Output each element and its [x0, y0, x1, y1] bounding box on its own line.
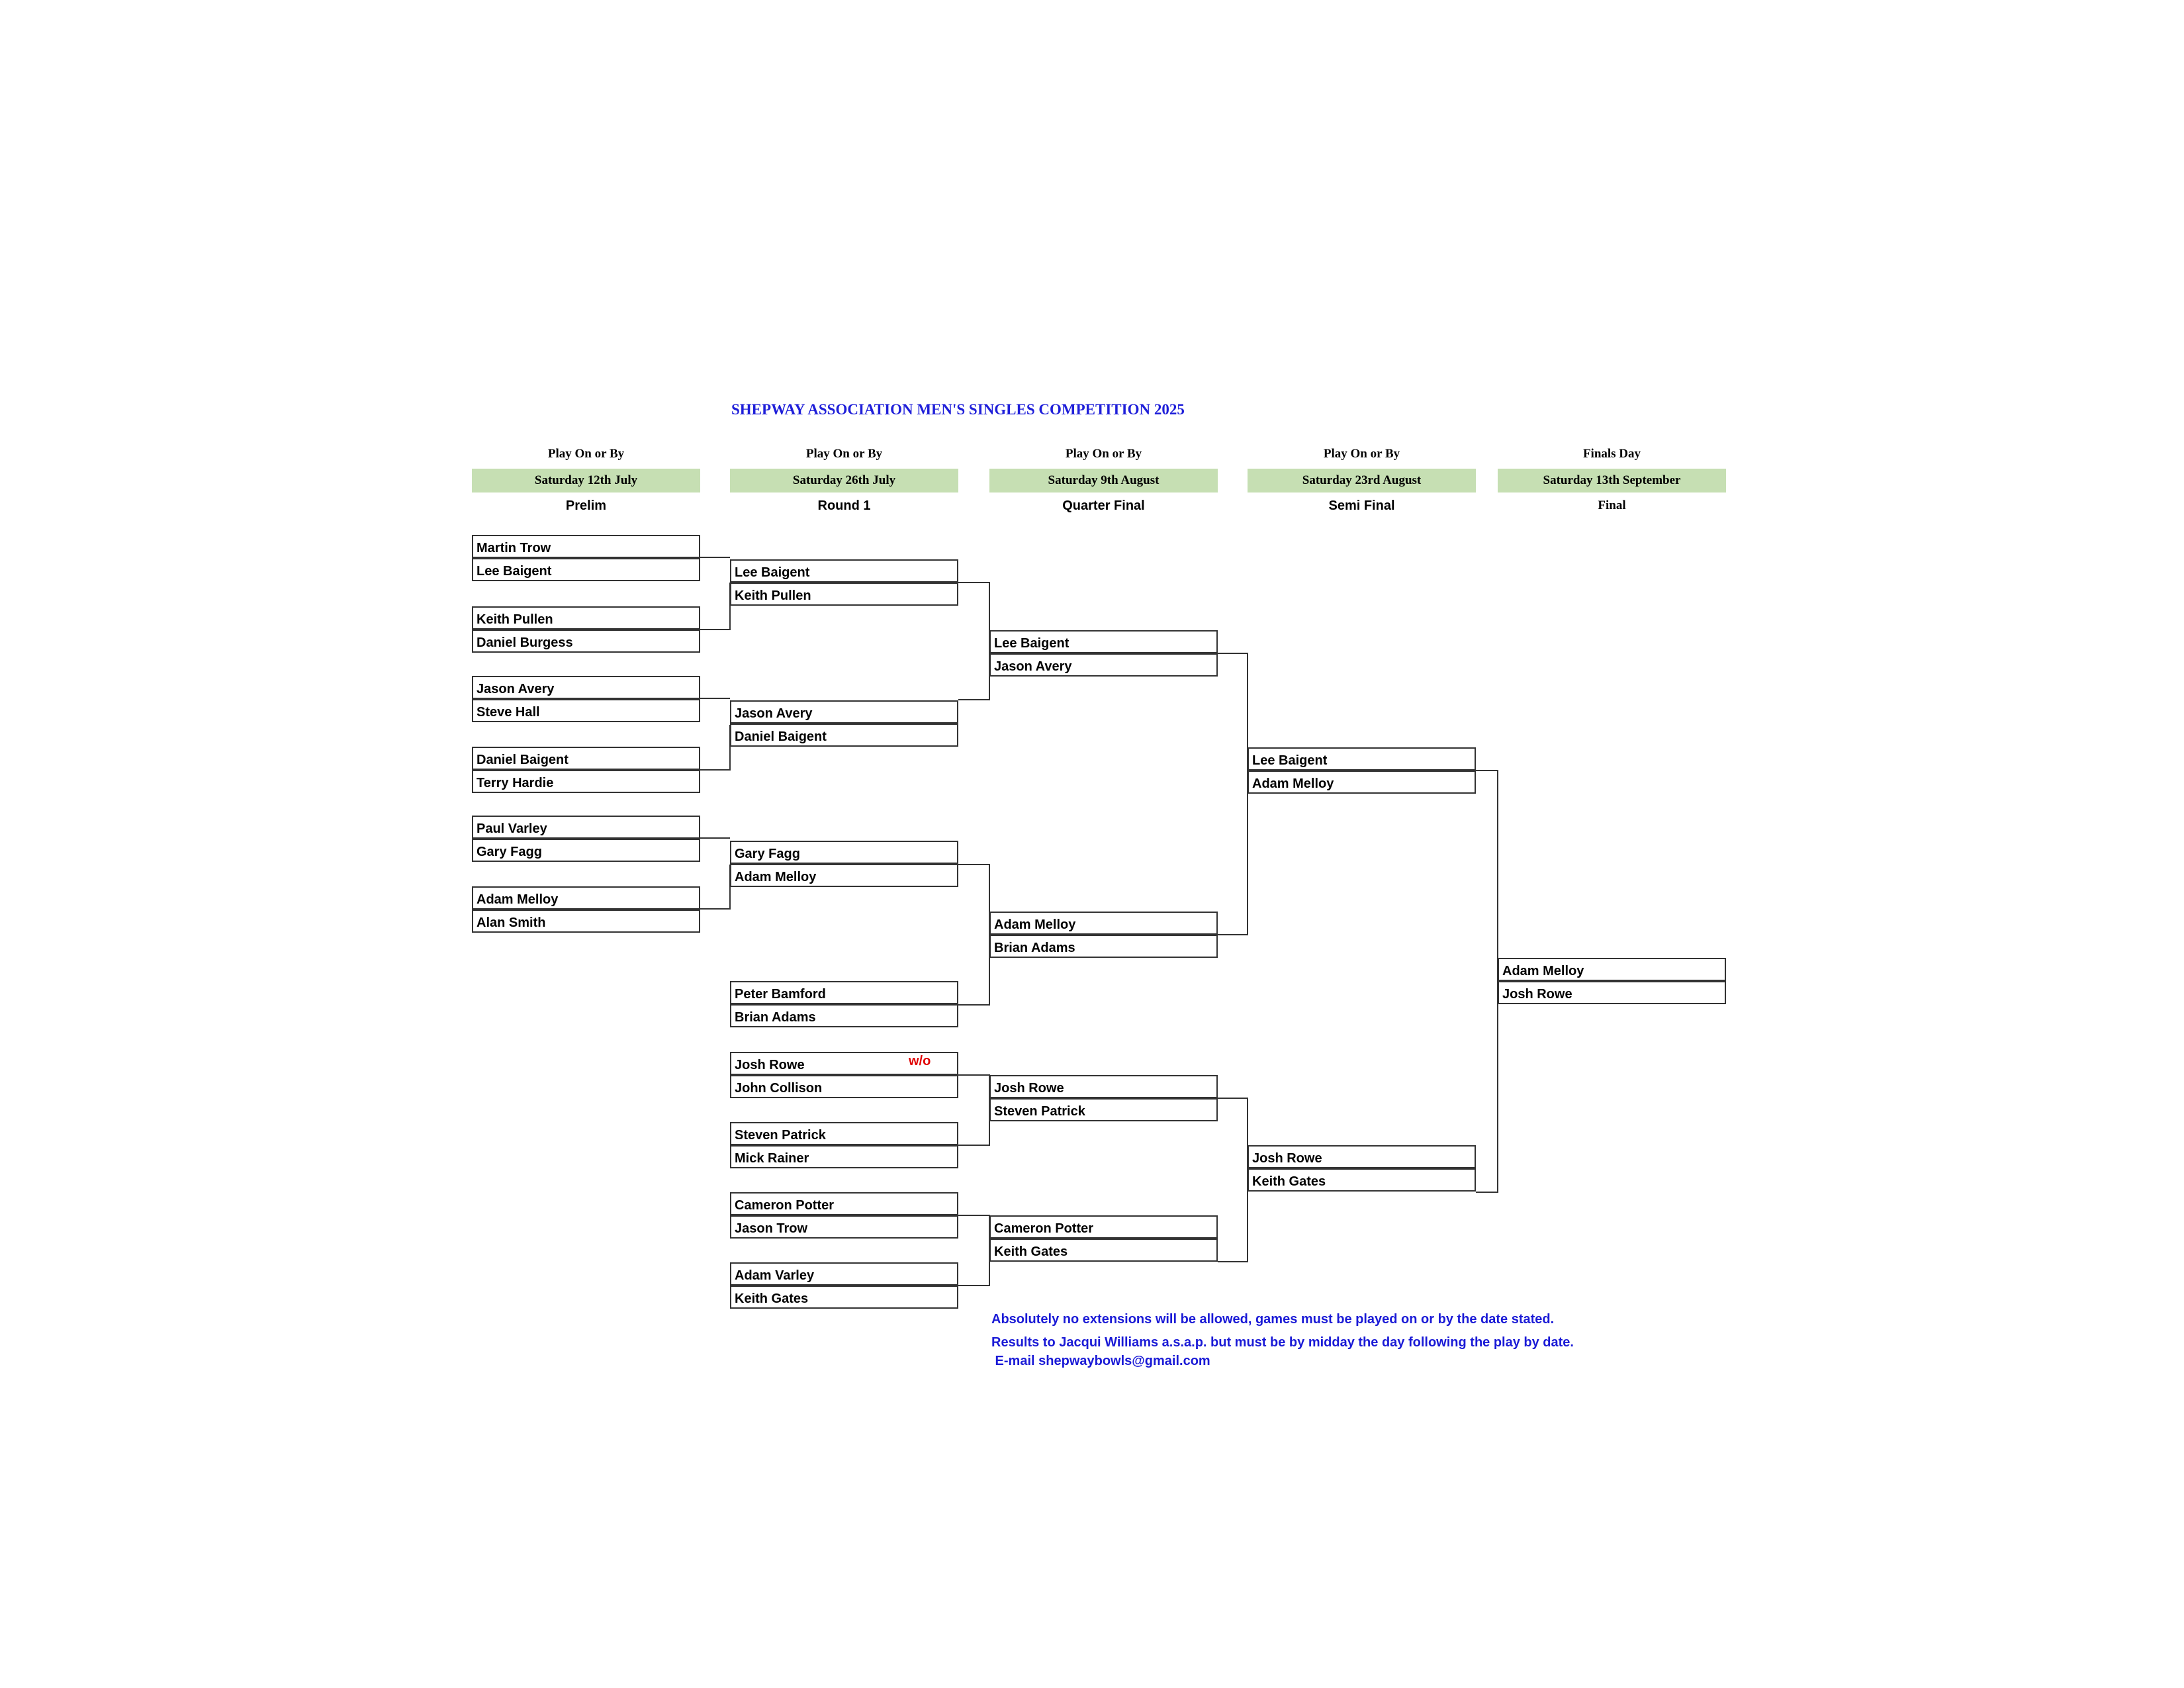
prelim-slot — [472, 558, 700, 581]
prelim-slot — [472, 839, 700, 862]
player-name: Josh Rowe — [1502, 987, 1572, 1002]
page-title: SHEPWAY ASSOCIATION MEN'S SINGLES COMPETITION 2025 — [731, 401, 1185, 418]
round1-slot — [730, 1286, 958, 1309]
round1-slot — [730, 1122, 958, 1145]
player-name: Daniel Baigent — [477, 753, 569, 767]
results-note: Results to Jacqui Williams a.s.a.p. but must be by midday the day following the play by date. — [991, 1335, 1574, 1350]
player-name: Terry Hardie — [477, 776, 554, 790]
player-name: Steven Patrick — [735, 1128, 826, 1143]
prelim-slot — [472, 676, 700, 699]
player-name: Daniel Burgess — [477, 635, 573, 650]
prelim-slot — [472, 816, 700, 839]
player-name: Gary Fagg — [477, 845, 542, 859]
player-name: Adam Melloy — [1252, 776, 1334, 791]
round1-slot — [730, 841, 958, 864]
player-name: Adam Melloy — [477, 892, 559, 907]
player-name: Jason Avery — [994, 659, 1072, 674]
play-label: Finals Day — [1582, 447, 1641, 461]
round1-slot — [730, 700, 958, 724]
player-name: Keith Pullen — [477, 612, 553, 627]
player-name: Adam Varley — [735, 1268, 815, 1283]
round1-slot — [730, 1004, 958, 1027]
semi-final-slot — [1248, 747, 1476, 771]
player-name: Brian Adams — [735, 1010, 816, 1025]
player-name: Peter Bamford — [735, 987, 826, 1002]
round1-slot — [730, 559, 958, 583]
prelim-slot — [472, 770, 700, 793]
quarter-final-slot — [989, 653, 1218, 677]
prelim-slot — [472, 699, 700, 722]
player-name: Mick Rainer — [735, 1151, 809, 1166]
quarter-final-slot — [989, 935, 1218, 958]
prelim-slot — [472, 747, 700, 770]
rules-note: Absolutely no extensions will be allowed, games must be played on or by the date stated. — [991, 1312, 1555, 1327]
semi-final-slot — [1248, 1168, 1476, 1192]
player-name: Alan Smith — [477, 915, 546, 930]
player-name: Lee Baigent — [994, 636, 1069, 651]
quarter-final-slot — [989, 1075, 1218, 1098]
prelim-slot — [472, 630, 700, 653]
player-name: Lee Baigent — [1252, 753, 1328, 768]
round-name: Final — [1598, 498, 1626, 512]
semi-final-slot — [1248, 771, 1476, 794]
player-name: Keith Gates — [994, 1244, 1068, 1259]
player-name: Adam Melloy — [1502, 964, 1584, 978]
round1-slot — [730, 864, 958, 887]
player-name: Josh Rowe — [994, 1081, 1064, 1096]
quarter-final-slot — [989, 912, 1218, 935]
player-name: Martin Trow — [477, 541, 551, 555]
round1-slot — [730, 1215, 958, 1239]
player-name: Lee Baigent — [477, 564, 552, 579]
round1-slot — [730, 1145, 958, 1168]
player-name: Josh Rowe — [1252, 1151, 1322, 1166]
play-date: Saturday 23rd August — [1248, 469, 1476, 492]
quarter-final-slot — [989, 1098, 1218, 1121]
player-name: Adam Melloy — [994, 917, 1076, 932]
player-name: Cameron Potter — [735, 1198, 835, 1213]
play-date: Saturday 13th September — [1498, 469, 1726, 492]
play-label: Play On or By — [805, 447, 883, 461]
play-label: Play On or By — [1065, 447, 1142, 461]
round-name: Quarter Final — [1062, 498, 1145, 513]
player-name: Jason Avery — [735, 706, 813, 721]
player-name: Jason Avery — [477, 682, 555, 696]
round-name: Prelim — [565, 498, 607, 513]
final-slot — [1498, 981, 1726, 1004]
player-name: Keith Gates — [1252, 1174, 1326, 1189]
round1-slot — [730, 1192, 958, 1215]
player-name: John Collison — [735, 1081, 823, 1096]
quarter-final-slot — [989, 630, 1218, 653]
prelim-slot — [472, 886, 700, 910]
semi-final-slot — [1248, 1145, 1476, 1168]
prelim-slot — [472, 910, 700, 933]
player-name: Brian Adams — [994, 941, 1075, 955]
round1-slot — [730, 1262, 958, 1286]
play-label: Play On or By — [1323, 447, 1400, 461]
play-date: Saturday 9th August — [989, 469, 1218, 492]
round-name: Round 1 — [817, 498, 871, 513]
play-date: Saturday 26th July — [730, 469, 958, 492]
prelim-slot — [472, 606, 700, 630]
player-name: Keith Gates — [735, 1291, 809, 1306]
player-name: Josh Rowe — [735, 1058, 805, 1072]
play-label: Play On or By — [547, 447, 625, 461]
email-note: E-mail shepwaybowls@gmail.com — [991, 1354, 1210, 1368]
round1-slot — [730, 1075, 958, 1098]
player-name: Lee Baigent — [735, 565, 810, 580]
quarter-final-slot — [989, 1239, 1218, 1262]
quarter-final-slot — [989, 1215, 1218, 1239]
player-name: Cameron Potter — [994, 1221, 1094, 1236]
player-name: Paul Varley — [477, 821, 547, 836]
round-name: Semi Final — [1328, 498, 1395, 513]
player-name: Steve Hall — [477, 705, 540, 720]
player-name: Jason Trow — [735, 1221, 808, 1236]
final-slot — [1498, 958, 1726, 981]
walkover-label: w/o — [909, 1054, 931, 1068]
player-name: Steven Patrick — [994, 1104, 1085, 1119]
player-name: Gary Fagg — [735, 847, 800, 861]
round1-slot — [730, 583, 958, 606]
player-name: Keith Pullen — [735, 588, 811, 603]
round1-slot — [730, 981, 958, 1004]
player-name: Adam Melloy — [735, 870, 817, 884]
player-name: Daniel Baigent — [735, 729, 827, 744]
play-date: Saturday 12th July — [472, 469, 700, 492]
prelim-slot — [472, 535, 700, 558]
round1-slot — [730, 724, 958, 747]
